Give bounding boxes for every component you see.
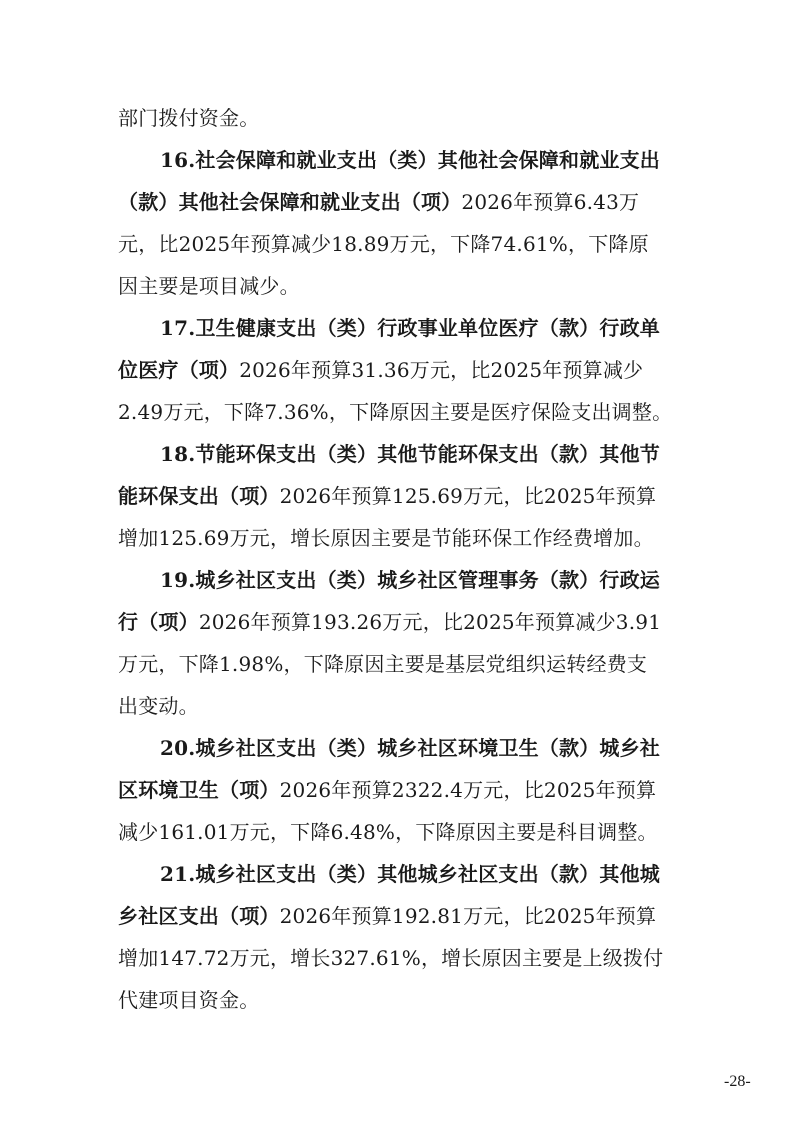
text-line: 代建项目资金。 bbox=[118, 988, 260, 1012]
text-line: 增加125.69万元，增长原因主要是节能环保工作经费增加。 bbox=[118, 526, 654, 550]
text-line: （款）其他社会保障和就业支出（项）2026年预算6.43万 bbox=[118, 190, 640, 214]
text-line: 行（项）2026年预算193.26万元，比2025年预算减少3.91 bbox=[118, 610, 662, 634]
text-line: 元，比2025年预算减少18.89万元，下降74.61%，下降原 bbox=[118, 232, 649, 256]
text-line: 出变动。 bbox=[118, 694, 199, 718]
text-line: 减少161.01万元，下降6.48%，下降原因主要是科目调整。 bbox=[118, 820, 658, 844]
text-line: 区环境卫生（项）2026年预算2322.4万元，比2025年预算 bbox=[118, 778, 657, 802]
text-line: 部门拨付资金。 bbox=[118, 106, 260, 130]
text-line: 因主要是项目减少。 bbox=[118, 274, 300, 298]
section-heading-21: 21.城乡社区支出（类）其他城乡社区支出（款）其他城 bbox=[160, 862, 660, 886]
text-line: 2.49万元，下降7.36%，下降原因主要是医疗保险支出调整。 bbox=[118, 400, 673, 424]
text-line: 万元，下降1.98%，下降原因主要是基层党组织运转经费支 bbox=[118, 652, 648, 676]
text-line: 能环保支出（项）2026年预算125.69万元，比2025年预算 bbox=[118, 484, 657, 508]
section-heading-20: 20.城乡社区支出（类）城乡社区环境卫生（款）城乡社 bbox=[160, 736, 660, 760]
section-heading-16: 16.社会保障和就业支出（类）其他社会保障和就业支出 bbox=[160, 148, 660, 172]
text-line: 乡社区支出（项）2026年预算192.81万元，比2025年预算 bbox=[118, 904, 657, 928]
section-heading-19: 19.城乡社区支出（类）城乡社区管理事务（款）行政运 bbox=[160, 568, 660, 592]
section-heading-17: 17.卫生健康支出（类）行政事业单位医疗（款）行政单 bbox=[160, 316, 660, 340]
page-number: -28- bbox=[724, 1073, 751, 1090]
text-line: 位医疗（项）2026年预算31.36万元，比2025年预算减少 bbox=[118, 358, 644, 382]
text-line: 增加147.72万元，增长327.61%，增长原因主要是上级拨付 bbox=[118, 946, 664, 970]
section-heading-18: 18.节能环保支出（类）其他节能环保支出（款）其他节 bbox=[160, 442, 660, 466]
